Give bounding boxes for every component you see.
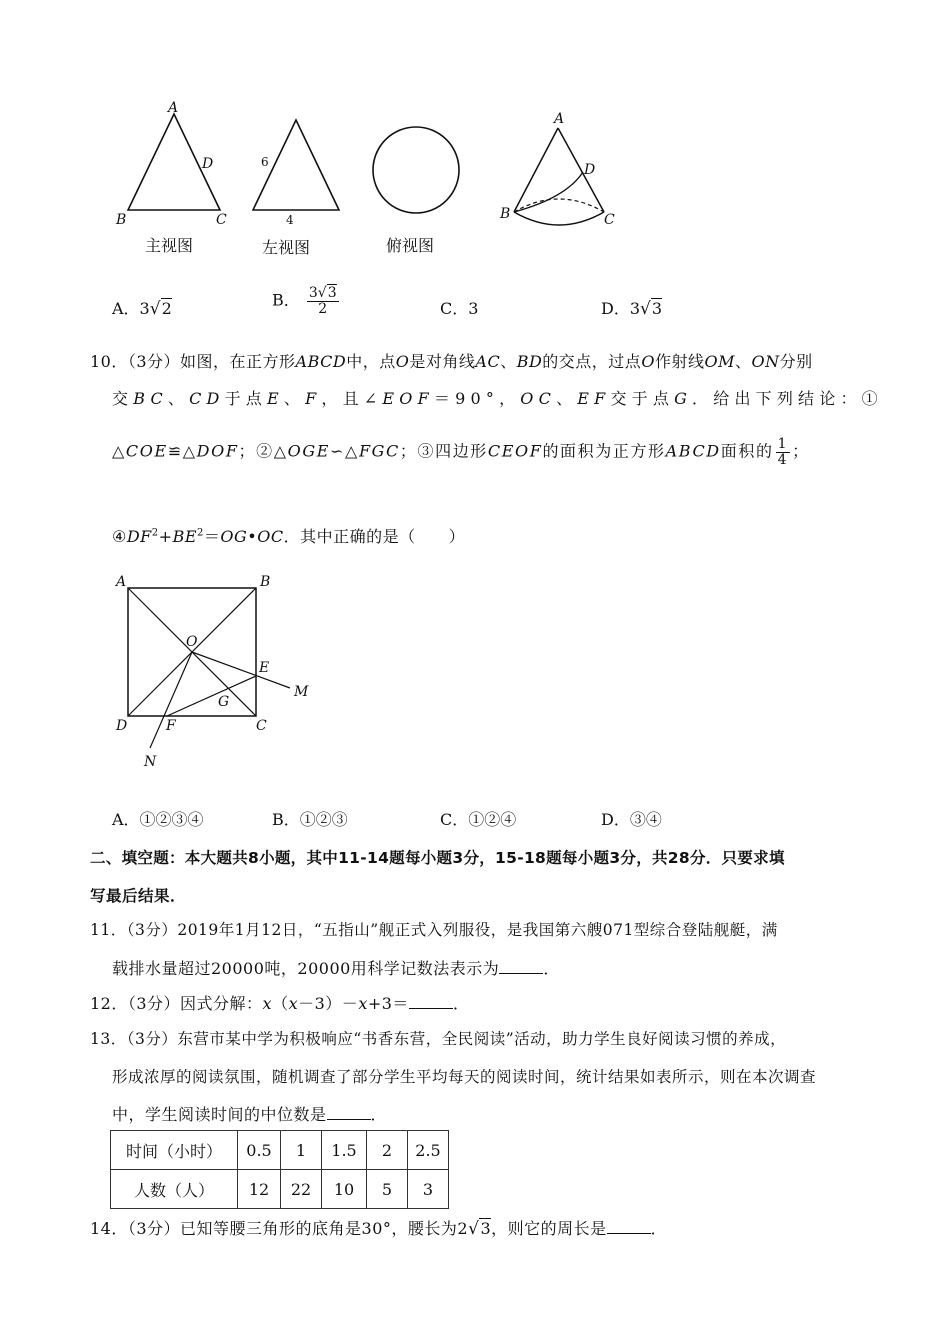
- table-cell: 2.5: [408, 1131, 449, 1170]
- sq-label-e: E: [259, 660, 270, 676]
- sq-label-n: N: [144, 754, 157, 770]
- left-side-length: 6: [261, 155, 269, 169]
- main-label-d: D: [202, 156, 214, 172]
- q13-reading-time-table: [110, 1130, 449, 1209]
- q13-line-1: 13．（3分）东营市某中学为积极响应“书香东营，全民阅读”活动，助力学生良好阅读习惯的养成，: [90, 1030, 787, 1048]
- table-cell: 3: [408, 1170, 449, 1209]
- table-cell: 12: [238, 1170, 281, 1209]
- table-cell: 时间（小时）: [111, 1131, 238, 1170]
- q10-option-a[interactable]: A．①②③④: [112, 810, 204, 829]
- sq-label-g: G: [218, 694, 230, 710]
- q13-answer-blank[interactable]: [327, 1105, 371, 1120]
- table-cell: 1.5: [322, 1131, 367, 1170]
- q10-line-2: 交BC、CD于点E、F，且∠EOF＝90°，OC、EF交于点G．给出下列结论：①: [112, 389, 883, 408]
- q10-line-1: 10．（3分）如图，在正方形ABCD中，点O是对角线AC、BD的交点，过点O作射线OM、ON分别: [90, 352, 813, 371]
- q13-line-3: 中，学生阅读时间的中位数是 ．: [112, 1105, 388, 1124]
- left-base-length: 4: [286, 213, 294, 227]
- table-row: [111, 1170, 449, 1209]
- q9-cone-figure: [496, 106, 626, 236]
- table-cell: 0.5: [238, 1131, 281, 1170]
- table-row: [111, 1131, 449, 1170]
- left-view-caption: 左视图: [262, 238, 311, 257]
- q11-answer-blank[interactable]: [499, 959, 543, 974]
- sq-label-o: O: [186, 634, 198, 650]
- cone-right-edge: [558, 128, 604, 212]
- cone-left-edge: [514, 128, 558, 212]
- cone-label-c: C: [604, 212, 615, 228]
- section2-heading-line-2: 写最后结果．: [90, 887, 187, 905]
- q9-top-view-figure: [368, 124, 464, 220]
- q9-option-b[interactable]: B． $\frac{3√3}{2}$: [272, 285, 337, 317]
- q10-square-figure: [110, 570, 330, 775]
- q12-answer-blank[interactable]: [409, 994, 453, 1009]
- q9-option-a[interactable]: A．3√2: [112, 299, 172, 319]
- main-label-a: A: [168, 100, 179, 116]
- q12-line: 12．（3分）因式分解：x（x－3）－x+3＝ ．: [90, 994, 470, 1013]
- q13-line-2: 形成浓厚的阅读氛围，随机调查了部分学生平均每天的阅读时间，统计结果如表所示，则在本次调查: [112, 1068, 817, 1086]
- q9-left-view-figure: [245, 112, 350, 232]
- table-cell: 2: [367, 1131, 408, 1170]
- q9-main-view-figure: [110, 98, 240, 228]
- q9-option-c[interactable]: C．3: [440, 299, 479, 318]
- main-view-caption: 主视图: [145, 236, 194, 255]
- cone-label-d: D: [584, 162, 596, 178]
- section2-heading-line-1: 二、填空题：本大题共8小题，其中11-14题每小题3分，15-18题每小题3分，共28分．只要求填: [90, 849, 785, 867]
- q10-option-b[interactable]: B．①②③: [272, 810, 348, 829]
- segment-ef: [167, 676, 256, 716]
- q14-answer-blank[interactable]: [607, 1219, 651, 1234]
- sq-label-f: F: [166, 718, 176, 734]
- q10-line-3: △COE≌△DOF；②△OGE∽△FGC；③四边形CEOF的面积为正方形ABCD面积的 $\frac{1}{4}$ ；: [112, 436, 810, 468]
- q9-option-d[interactable]: D．3√3: [601, 299, 663, 319]
- q10-option-c[interactable]: C．①②④: [440, 810, 517, 829]
- sq-label-b: B: [260, 574, 271, 590]
- top-view-caption: 俯视图: [386, 236, 435, 255]
- table-cell: 10: [322, 1170, 367, 1209]
- table-cell: 1: [281, 1131, 322, 1170]
- q14-line: 14．（3分）已知等腰三角形的底角是30°，腰长为2√3，则它的周长是 ．: [90, 1219, 668, 1239]
- q11-line-2: 载排水量超过20000吨，20000用科学记数法表示为 ．: [112, 959, 560, 978]
- q10-option-d[interactable]: D．③④: [601, 810, 662, 829]
- cone-label-a: A: [554, 111, 565, 127]
- table-cell: 人数（人）: [111, 1170, 238, 1209]
- sq-label-d: D: [116, 718, 128, 734]
- q11-line-1: 11．（3分）2019年1月12日，“五指山”舰正式入列服役，是我国第六艘071型综合登陆舰艇，满: [90, 921, 778, 939]
- table-cell: 5: [367, 1170, 408, 1209]
- top-view-circle: [373, 127, 459, 213]
- sq-label-m: M: [294, 684, 309, 700]
- cone-base-front: [514, 212, 604, 225]
- q10-line-4: $④DF^2+BE^2=OG•OC$．其中正确的是（ ）: [112, 527, 466, 546]
- main-label-b: B: [116, 212, 127, 228]
- table-cell: 22: [281, 1170, 322, 1209]
- sq-label-c: C: [256, 718, 267, 734]
- cone-label-b: B: [500, 206, 511, 222]
- cone-base-back: [514, 199, 604, 212]
- main-label-c: C: [216, 212, 227, 228]
- sq-label-a: A: [116, 574, 127, 590]
